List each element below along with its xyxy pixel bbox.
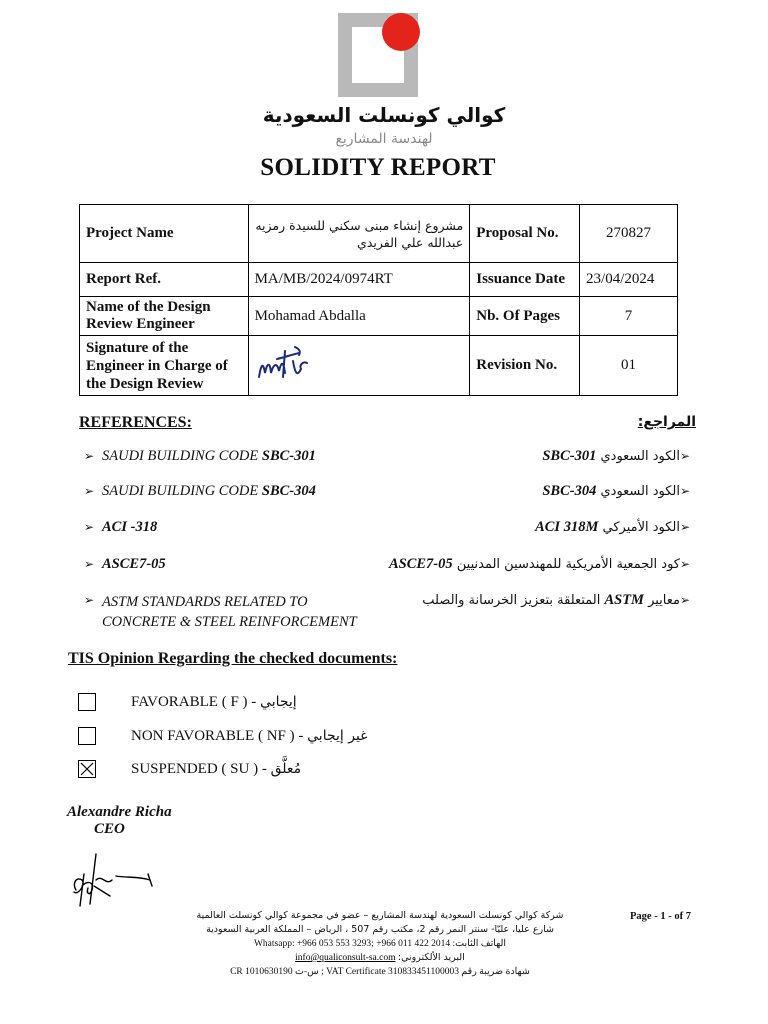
arrow-icon: ➢ xyxy=(680,449,691,463)
report-ref-label: Report Ref. xyxy=(80,263,249,297)
suspended-checkbox[interactable] xyxy=(78,760,96,778)
non-favorable-checkbox[interactable] xyxy=(78,727,96,745)
page-indicator: Page - 1 - of 7 xyxy=(630,911,691,922)
footer-company-line: شركة كوالي كونسلت السعودية لهندسة المشاريع – عضو في مجموعة كوالي كونسلت العالمية xyxy=(196,910,564,921)
references-title-arabic: المراجع: xyxy=(637,414,696,430)
reference-item: ➢ SAUDI BUILDING CODE SBC-301 xyxy=(84,448,316,464)
engineer-signature-cell xyxy=(248,336,470,396)
non-favorable-option-label: NON FAVORABLE ( NF ) - غير إيجابي xyxy=(131,728,368,744)
arrow-icon: ➢ xyxy=(680,520,691,534)
report-ref-value: MA/MB/2024/0974RT xyxy=(248,263,470,297)
reference-item: ➢ ACI -318 xyxy=(84,519,158,535)
proposal-label: Proposal No. xyxy=(470,205,580,263)
footer xyxy=(170,909,590,979)
revision-label: Revision No. xyxy=(470,336,580,396)
email-label: :البريد الألكتروني xyxy=(397,952,465,963)
check-x-icon xyxy=(79,761,95,777)
brand-name-arabic: كوالي كونسلت السعودية xyxy=(262,103,506,127)
arrow-icon: ➢ xyxy=(84,484,95,498)
signature-label: Signature of the Engineer in Charge of the Design Review xyxy=(80,336,249,396)
favorable-option-label: FAVORABLE ( F ) - إيجابي xyxy=(131,694,297,710)
favorable-checkbox[interactable] xyxy=(78,693,96,711)
issuance-date-label: Issuance Date xyxy=(470,263,580,297)
ceo-title: CEO xyxy=(94,821,125,837)
email-link[interactable]: info@qualiconsult-sa.com xyxy=(295,953,396,963)
pages-value: 7 xyxy=(580,297,678,336)
engineer-value: Mohamad Abdalla xyxy=(248,297,470,336)
pages-label: Nb. Of Pages xyxy=(470,297,580,336)
report-info-table xyxy=(79,204,678,396)
reference-item-arabic: ➢الكود السعودي SBC-304 xyxy=(542,483,696,500)
ceo-signature xyxy=(66,846,156,910)
reference-item: ➢ SAUDI BUILDING CODE SBC-304 xyxy=(84,483,316,499)
arrow-icon: ➢ xyxy=(680,484,691,498)
revision-value: 01 xyxy=(580,336,678,396)
reference-item-arabic: ➢كود الجمعية الأمريكية للمهندسين المدنيين ASCE7-05 xyxy=(389,556,696,573)
page-title: SOLIDITY REPORT xyxy=(260,154,496,181)
project-name-value: مشروع إنشاء مبنى سكني للسيدة رمزيه عبدالله علي الفريدي xyxy=(248,205,470,263)
footer-registration-line: CR 1010630190 س-ت ; VAT Certificate 310833451100003 شهادة ضريبة رقم xyxy=(230,967,530,977)
arrow-icon: ➢ xyxy=(680,593,691,607)
references-title: REFERENCES: xyxy=(79,414,192,431)
reference-item-arabic: ➢الكود السعودي SBC-301 xyxy=(542,448,696,465)
reference-item: ➢ ASCE7-05 xyxy=(84,556,166,572)
footer-address-line: شارع عليا، عليّا- سنتر النمر رقم 2، مكتب رقم 507 ، الرياض – المملكة العربية السعودية xyxy=(206,924,554,935)
opinion-title: TIS Opinion Regarding the checked documents: xyxy=(68,650,398,667)
reference-item-arabic: ➢الكود الأميركي ACI 318M xyxy=(535,519,696,536)
engineer-label: Name of the Design Review Engineer xyxy=(80,297,249,336)
footer-email-line xyxy=(170,951,590,965)
issuance-date-value: 23/04/2024 xyxy=(580,263,678,297)
project-name-label: Project Name xyxy=(80,205,249,263)
suspended-option-label: SUSPENDED ( SU ) - مُعلَّق xyxy=(131,761,302,777)
arrow-icon: ➢ xyxy=(680,557,691,571)
arrow-icon: ➢ xyxy=(84,520,95,534)
arrow-icon: ➢ xyxy=(84,557,95,571)
reference-item: ➢ ASTM STANDARDS RELATED TO CONCRETE & STEEL REINFORCEMENT xyxy=(84,593,357,630)
arrow-icon: ➢ xyxy=(84,593,95,607)
footer-phone-line: Whatsapp: +966 053 553 3293; +966 011 422 2014 :الهاتف الثابت xyxy=(253,939,507,949)
ceo-name: Alexandre Richa xyxy=(67,804,172,820)
engineer-signature xyxy=(255,343,311,383)
proposal-value: 270827 xyxy=(580,205,678,263)
brand-tagline-arabic: لهندسة المشاريع xyxy=(335,131,433,147)
reference-item-arabic: ➢معايير ASTM المتعلقة بتعزيز الخرسانة والصلب xyxy=(422,592,696,609)
company-logo xyxy=(338,13,420,97)
arrow-icon: ➢ xyxy=(84,449,95,463)
